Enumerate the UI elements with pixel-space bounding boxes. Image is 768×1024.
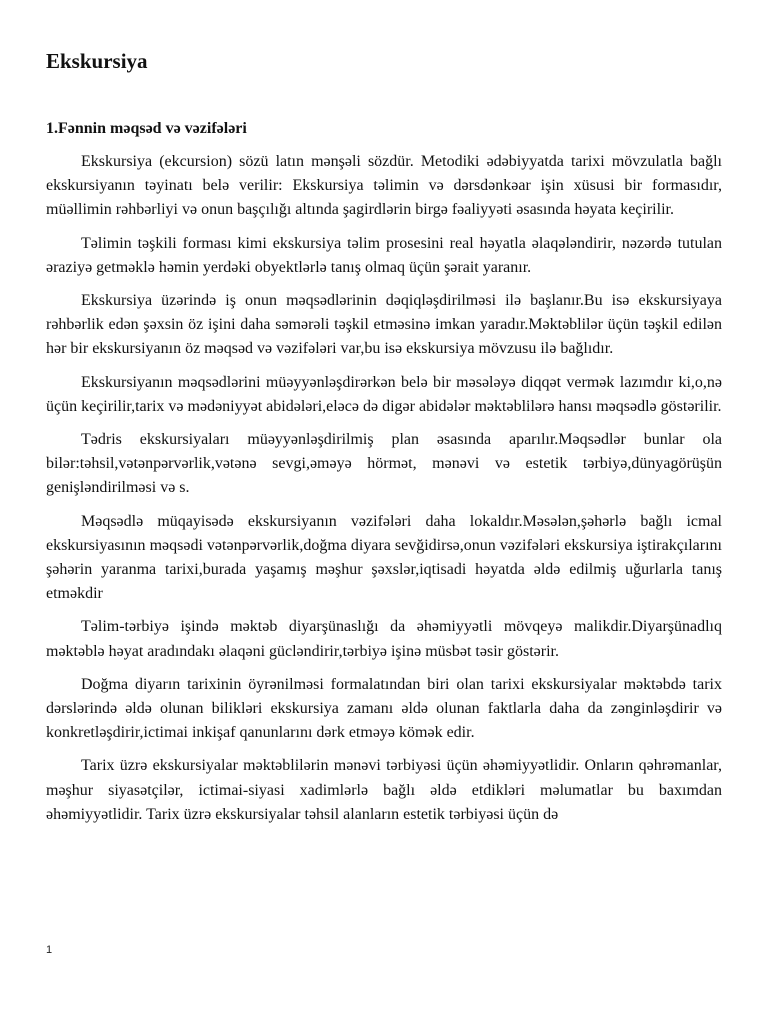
paragraph-1: Ekskursiya (ekcursion) sözü latın mənşəli sözdür. Metodiki ədəbiyyatda tarixi mövzulatla bağlı ekskursiyanın təyinatı belə verilir: Ekskursiya təlimin və dərsdənkəar işin xüsusi bir formasıdır, müəllimin rəhbərliyi və onun başçılığı altında şagirdlərin birgə fəaliyyəti əsasında həyata keçirilir. (46, 153, 722, 219)
page-number: 1 (46, 944, 53, 956)
paragraph-4: Ekskursiyanın məqsədlərini müəyyənləşdirərkən belə bir məsələyə diqqət vermək lazımdır ki,o,nə üçün keçirilir,tarix və mədəniyyət abidələri,eləcə də digər abidələr məktəblilərə hansı məqsədlə göstərilir. (46, 373, 722, 415)
paragraph-5: Tədris ekskursiyaları müəyyənləşdirilmiş plan əsasında aparılır.Məqsədlər bunlar ola bilər:təhsil,vətənpərvərlik,vətənə sevgi,əməyə hörmət, mənəvi və estetik tərbiyə,dünyagörüşün genişləndirilməsi və s. (46, 431, 722, 497)
paragraph-3: Ekskursiya üzərində iş onun məqsədlərinin dəqiqləşdirilməsi ilə başlanır.Bu isə ekskursiyaya rəhbərlik edən şəxsin öz işini daha səmərəli təşkil etməsinə imkan yaradır.Məktəblilər üçün təşkil edilən hər bir ekskursiyanın öz məqsəd və vəzifələri var,bu isə ekskursiya mövzusu ilə bağlıdır. (46, 292, 722, 358)
paragraph-7: Təlim-tərbiyə işində məktəb diyarşünaslığı da əhəmiyyətli mövqeyə malikdir.Diyarşünadlıq məktəblə həyat aradındakı əlaqəni gücləndirir,tərbiyə işinə müsbət təsir göstərir. (46, 618, 722, 660)
document-title: Ekskursiya (46, 49, 148, 73)
paragraph-9: Tarix üzrə ekskursiyalar məktəblilərin mənəvi tərbiyəsi üçün əhəmiyyətlidir. Onların qəhrəmanlar, məşhur siyasətçilər, ictimai-siyasi xadimlərlə bağlı əldə etdikləri məlumatlar bu baxımdan əhəmiyyətlidir. Tarix üzrə ekskursiyalar təhsil alanların estetik tərbiyəsi üçün də (46, 757, 722, 823)
paragraph-6: Məqsədlə müqayisədə ekskursiyanın vəzifələri daha lokaldır.Məsələn,şəhərlə bağlı icmal ekskursiyasının məqsədi vətənpərvərlik,doğma diyara sevğidirsə,onun vəzifələri ekskursiya iştirakçılarını şəhərin yaranma tarixi,burada yaşamış məşhur şəxslər,iqtisadi həyatda əldə edilmiş uğurlarla tanış etməkdir (46, 512, 722, 603)
paragraph-8: Doğma diyarın tarixinin öyrənilməsi formalatından biri olan tarixi ekskursiyalar məktəbdə tarix dərslərində əldə olunan bilikləri ekskursiya zamanı əldə olunan faktlarla daha da zənginləşdirir və konkretləşdirir,ictimai inkişaf qanunlarını dərk etməyə kömək edir. (46, 675, 722, 742)
paragraph-2: Təlimin təşkili forması kimi ekskursiya təlim prosesini real həyatla əlaqələndirir, nəzərdə tutulan əraziyə getməklə həmin yerdəki obyektlərlə tanış olmaq üçün şərait yaranır. (46, 234, 722, 276)
document-page (46, 48, 722, 836)
section-heading: 1.Fənnin məqsəd və vəzifələri (46, 120, 247, 137)
